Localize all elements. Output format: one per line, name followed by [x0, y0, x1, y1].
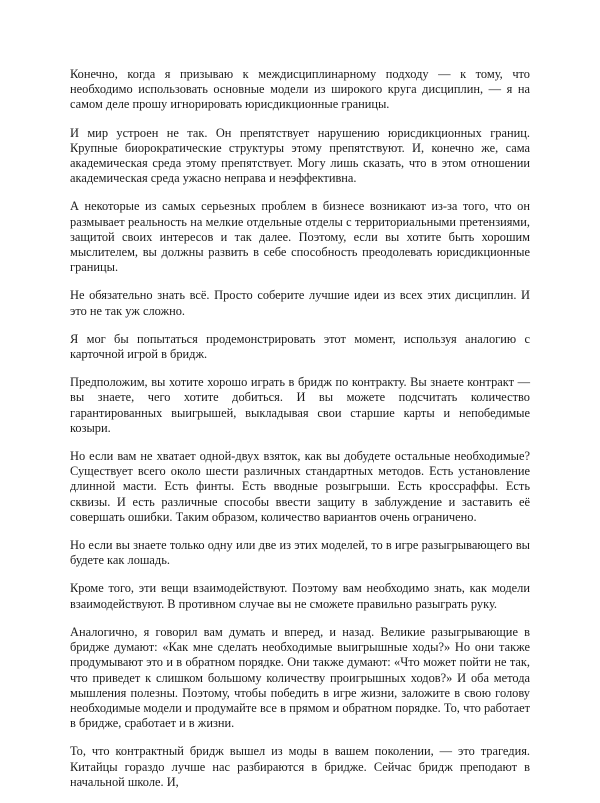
paragraph-bridge-out-of-fashion: То, что контрактный бридж вышел из моды в вашем поколении, — это трагедия. Китайцы гораздо лучше нас разбираются в бридже. Сейчас бридж преподают в начальной школе. И,: [70, 744, 530, 789]
paragraph-world-jurisdiction: И мир устроен не так. Он препятствует нарушению юрисдикционных границ. Крупные биорократические структуры этому препятствуют. И, конечно же, сама академическая среда этому препятствует. Могу лишь сказать, что в этом отношении академическая среда ужасно неправа и неэффективна.: [70, 125, 530, 186]
paragraph-not-know-everything: Не обязательно знать всё. Просто соберите лучшие идеи из всех этих дисциплин. И это не так уж сложно.: [70, 288, 530, 318]
paragraph-contract-bridge: Предположим, вы хотите хорошо играть в бридж по контракту. Вы знаете контракт — вы знаете, чего хотите добиться. И вы можете подсчитать количество гарантированных выигрышей, выкладывая свои старшие карты и непобедимые козыри.: [70, 375, 530, 435]
paragraph-forward-backward: Аналогично, я говорил вам думать и вперед, и назад. Великие разыгрывающие в бридже думают: «Как мне сделать необходимые выигрышные ходы?» Но они также продумывают это и в обратном порядке. Они также думают: «Что может пойти не так, что приведет к слишком большому количеству проигрышных ходов?» И оба метода мышления полезны. Поэтому, чтобы победить в игре жизни, заложите в свою голову необходимые модели и продумайте все в прямом и обратном порядке. То, что работает в бридже, сработает и в жизни.: [70, 624, 530, 731]
paragraph-interdisciplinary: Конечно, когда я призываю к междисциплинарному подходу — к тому, что необходимо использовать основные модели из широкого круга дисциплин, — я на самом деле прошу игнорировать юрисдикционные границы.: [70, 67, 530, 112]
paragraph-models-interact: Кроме того, эти вещи взаимодействуют. Поэтому вам необходимо знать, как модели взаимодействуют. В противном случае вы не сможете правильно разыграть руку.: [70, 581, 530, 611]
paragraph-bridge-analogy: Я мог бы попытаться продемонстрировать этот момент, используя аналогию с карточной игрой в бридж.: [70, 331, 530, 362]
paragraph-one-or-two-models: Но если вы знаете только одну или две из этих моделей, то в игре разыгрывающего вы будете как лошадь.: [70, 538, 530, 568]
document-page: [70, 67, 530, 803]
paragraph-missing-tricks: Но если вам не хватает одной-двух взяток, как вы добудете остальные необходимые? Существует всего около шести различных стандартных методов. Есть установление длинной масти. Есть финты. Есть вводные розыгрыши. Есть кроссраффы. Есть сквизы. И есть различные способы ввести защиту в заблуждение и заставить её совершать ошибки. Таким образом, количество вариантов очень ограничено.: [70, 449, 530, 524]
paragraph-business-problems: А некоторые из самых серьезных проблем в бизнесе возникают из-за того, что он размывает реальность на мелкие отдельные отделы с территориальными претензиями, защитой своих интересов и так далее. Поэтому, если вы хотите быть хорошим мыслителем, вы должны развить в себе способность преодолевать юрисдикционные границы.: [70, 199, 530, 275]
